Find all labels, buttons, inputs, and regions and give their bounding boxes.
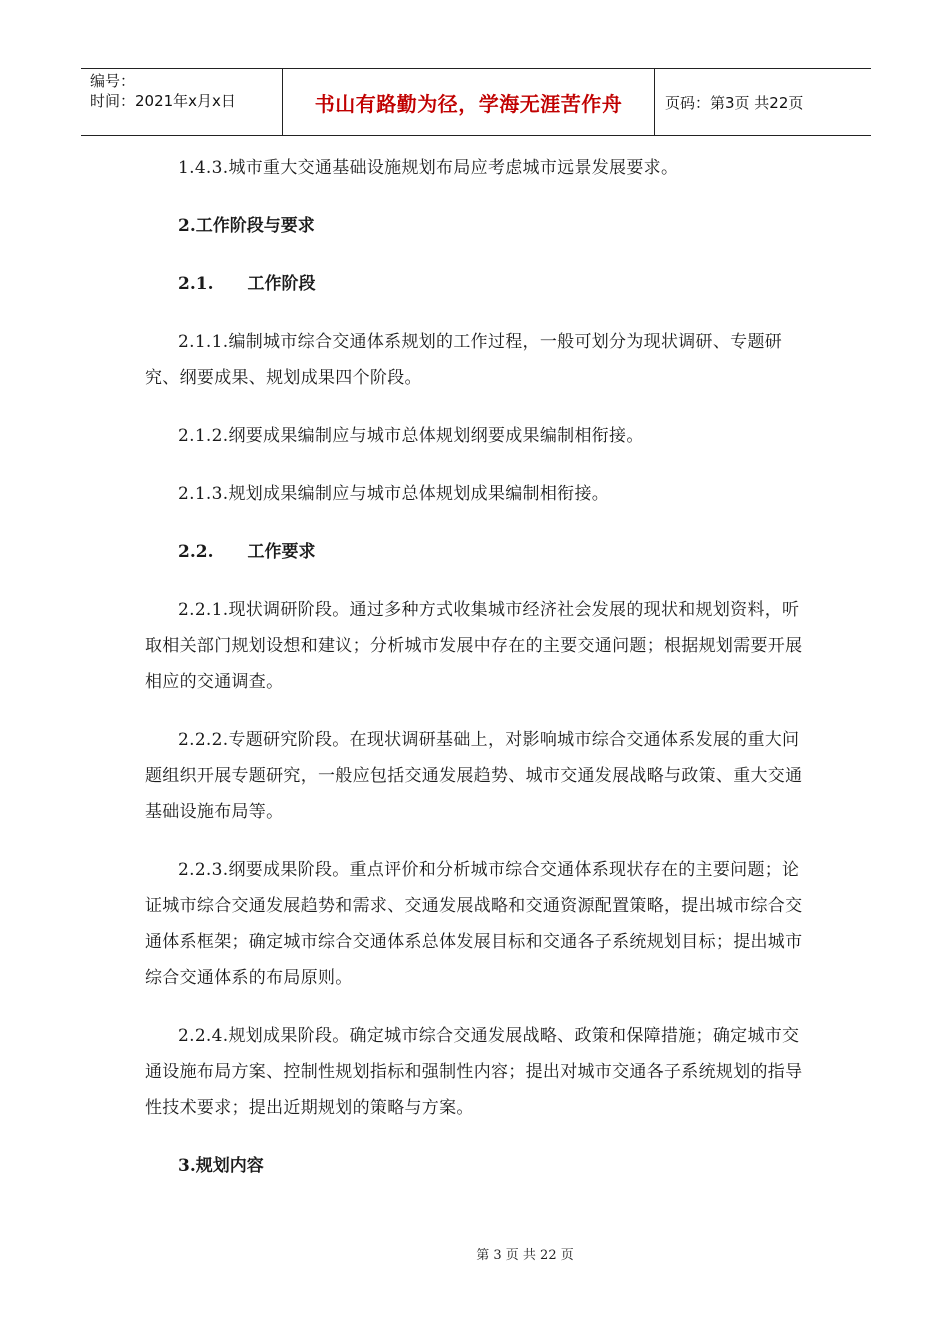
header-page-info: [655, 69, 871, 135]
paragraph-2-2-1: 2.2.1.现状调研阶段。通过多种方式收集城市经济社会发展的现状和规划资料，听取相关部门规划设想和建议；分析城市发展中存在的主要交通问题；根据规划需要开展相应的交通调查。: [145, 600, 803, 692]
paragraph-2-2-2: 2.2.2.专题研究阶段。在现状调研基础上，对影响城市综合交通体系发展的重大问题组织开展专题研究，一般应包括交通发展趋势、城市交通发展战略与政策、重大交通基础设施布局等。: [145, 730, 803, 822]
header-meta: [81, 69, 282, 135]
paragraph-2-2-4: 2.2.4.规划成果阶段。确定城市综合交通发展战略、政策和保障措施；确定城市交通设施布局方案、控制性规划指标和强制性内容；提出对城市交通各子系统规划的指导性技术要求；提出近期规划的策略与方案。: [145, 1026, 803, 1118]
heading-2-2-number: 2.2.: [178, 542, 214, 562]
page-header: [81, 68, 871, 136]
document-body: [145, 150, 805, 1206]
heading-2-1-title: 工作阶段: [247, 274, 316, 294]
paragraph-2-1-1: 2.1.1.编制城市综合交通体系规划的工作过程，一般可划分为现状调研、专题研究、纲要成果、规划成果四个阶段。: [145, 332, 783, 388]
page-footer: 第 3 页 共 22 页: [476, 1248, 574, 1263]
paragraph-2-1-3: 2.1.3.规划成果编制应与城市总体规划成果编制相衔接。: [178, 484, 610, 504]
heading-2-1-number: 2.1.: [178, 274, 214, 294]
heading-2: 2.工作阶段与要求: [178, 216, 315, 236]
heading-2-2: [145, 534, 805, 570]
heading-3: 3.规划内容: [178, 1156, 264, 1176]
heading-2-1: [145, 266, 805, 302]
header-page-info-text: 页码：第3页 共22页: [665, 93, 804, 112]
document-number-label: 编号：: [90, 72, 136, 90]
paragraph-2-1-2: 2.1.2.纲要成果编制应与城市总体规划纲要成果编制相衔接。: [178, 426, 644, 446]
header-motto: 书山有路勤为径，学海无涯苦作舟: [282, 69, 655, 135]
paragraph-2-2-3: 2.2.3.纲要成果阶段。重点评价和分析城市综合交通体系现状存在的主要问题；论证城市综合交通发展趋势和需求、交通发展战略和交通资源配置策略，提出城市综合交通体系框架；确定城市综合交通体系总体发展目标和交通各子系统规划目标；提出城市综合交通体系的布局原则。: [145, 860, 803, 988]
paragraph-1-4-3: 1.4.3.城市重大交通基础设施规划布局应考虑城市远景发展要求。: [178, 158, 679, 178]
heading-2-2-title: 工作要求: [247, 542, 316, 562]
document-date-label: 时间：2021年x月x日: [90, 92, 236, 110]
